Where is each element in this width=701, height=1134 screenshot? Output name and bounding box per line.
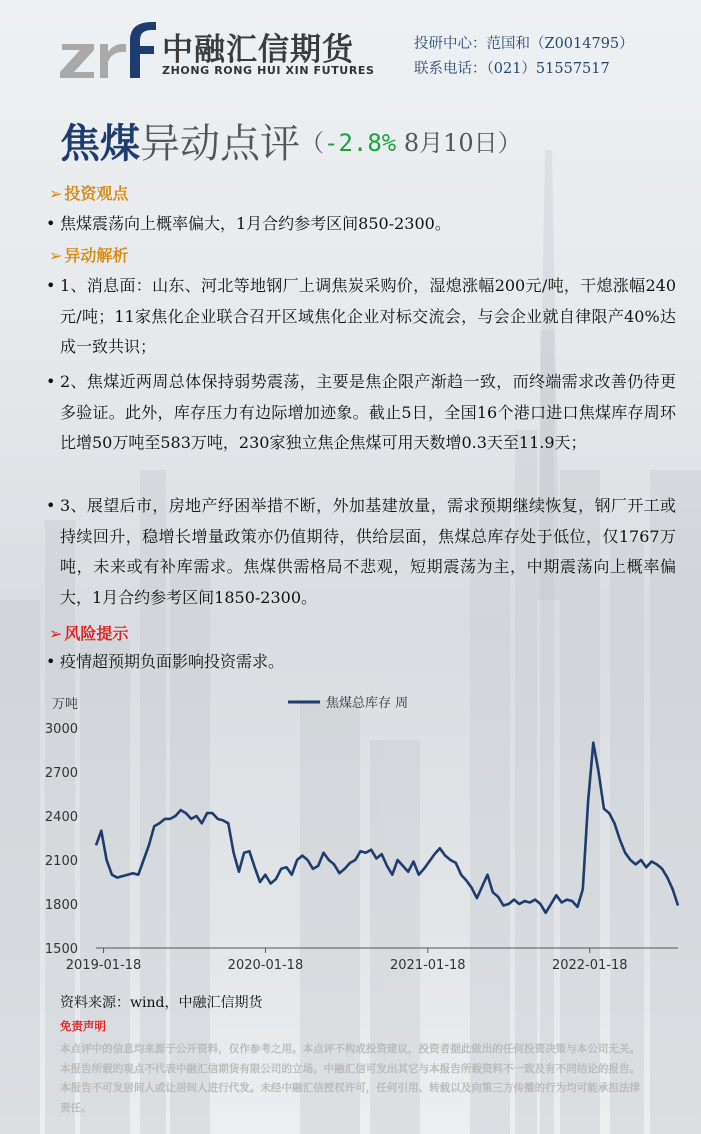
investment-view-paragraph [46,209,676,240]
section-title-text: 异动解析 [64,246,129,265]
x-tick-label: 2022-01-18 [551,958,628,973]
research-center-contact: 投研中心：范国和（Z0014795） [414,36,634,52]
analysis-item-3 [46,491,676,613]
title-label: 异动点评 [140,121,300,167]
bullet-icon: • [46,372,56,391]
phone-contact: 联系电话：（021）51557517 [414,61,610,77]
paragraph-text: 3、展望后市，房地产纾困举措不断，外加基建放量，需求预期继续恢复，钢厂开工或持续回升，稳增长增量政策亦仍值期待，供给层面，焦煤总库存处于低位，仅1767万吨，未来或有补库需求。焦煤供需格局不悲观，短期震荡为主，中期震荡向上概率偏大，1月合约参考区间1850-2300。 [60,496,676,607]
title-product: 焦煤 [60,121,140,167]
logo-english-name: ZHONG RONG HUI XIN FUTURES [162,64,375,77]
title-paren-open: （ [300,129,324,157]
y-axis-unit-label: 万吨 [52,697,79,712]
bullet-icon: • [46,652,56,671]
y-tick-label: 1800 [44,898,78,913]
data-source: 资料来源：wind，中融汇信期货 [60,995,263,1011]
paragraph-text: 焦煤震荡向上概率偏大，1月合约参考区间850-2300。 [60,214,451,233]
title-change-percent: -2.8% [324,129,397,157]
section-risk-title [49,621,128,644]
logo-chinese-name: 中融汇信期货 [162,32,354,68]
page-title [60,112,522,169]
y-tick-label: 3000 [44,722,78,737]
section-arrow-icon: ➢ [49,246,63,265]
y-tick-label: 2100 [44,854,78,869]
section-analysis-title [49,243,128,266]
section-arrow-icon: ➢ [49,624,63,643]
series-line-coking-coal-inventory [96,743,678,913]
bullet-icon: • [46,214,56,233]
y-tick-label: 2700 [44,766,78,781]
contact-info [414,32,634,82]
zrf-logo-mark [56,10,162,82]
section-arrow-icon: ➢ [49,184,63,203]
title-date: 8月10日） [396,129,522,157]
analysis-item-1 [46,271,676,363]
section-title-text: 投资观点 [64,184,129,203]
x-tick-label: 2020-01-18 [227,958,304,973]
company-logo [56,10,376,82]
bullet-icon: • [46,276,56,295]
x-tick-label: 2021-01-18 [390,958,466,973]
disclaimer-text: 本点评中的信息均来源于公开资料，仅作参考之用。本点评不构成投资建议，投资者据此做出的任何投资决策与本公司无关。本报告所载的观点不代表中融汇信期货有限公司的立场。中融汇信可发出其它与本报告所载资料不一致及有不同结论的报告。本报告不可发居间人或让居间人进行代发。未经中融汇信授权许可，任何引用、转载以及向第三方传播的行为均可能承担法律责任。 [60,1043,640,1114]
analysis-item-2 [46,367,676,459]
coking-coal-inventory-chart [0,680,701,980]
legend-label: 焦煤总库存 周 [326,696,409,711]
section-investment-view-title [49,181,128,204]
y-tick-label: 1500 [44,942,78,957]
paragraph-text: 2、焦煤近两周总体保持弱势震荡，主要是焦企限产渐趋一致，而终端需求改善仍待更多验证。此外，库存压力有边际增加迹象。截止5日，全国16个港口进口焦煤库存周环比增50万吨至583万吨，230家独立焦企焦煤可用天数增0.3天至11.9天； [60,372,676,452]
paragraph-text: 1、消息面：山东、河北等地钢厂上调焦炭采购价，湿熄涨幅200元/吨，干熄涨幅240元/吨；11家焦化企业联合召开区域焦化企业对标交流会，与会企业就自律限产40%达成一致共识； [60,276,676,356]
disclaimer-title: 免责声明 [60,1019,106,1033]
bullet-icon: • [46,496,56,515]
x-tick-label: 2019-01-18 [65,958,142,973]
y-tick-label: 2400 [44,810,78,825]
section-title-text: 风险提示 [64,624,129,643]
paragraph-text: 疫情超预期负面影响投资需求。 [60,652,285,671]
risk-paragraph [46,647,676,678]
